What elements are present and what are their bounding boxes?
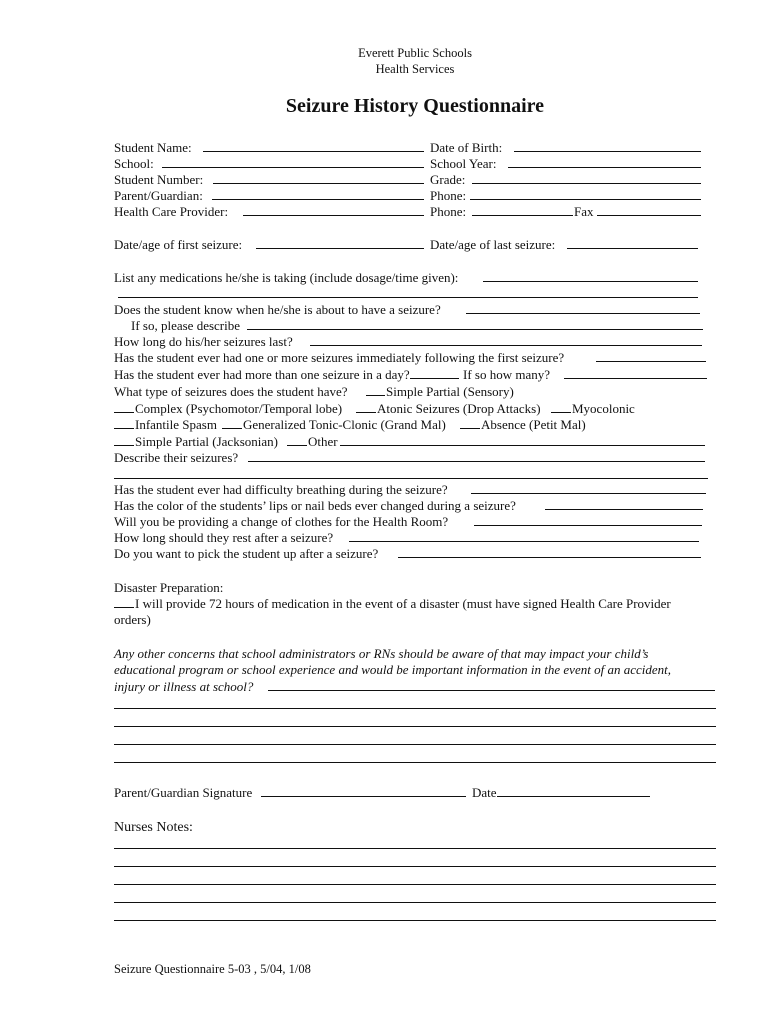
how-many-label: If so how many? (463, 367, 551, 382)
concerns-field-line5[interactable] (114, 762, 716, 763)
footer-version: Seizure Questionnaire 5-03 , 5/04, 1/08 (114, 962, 311, 976)
signature-date-field[interactable] (497, 796, 650, 797)
complex-check[interactable] (114, 412, 134, 413)
phone-label: Phone: (430, 188, 467, 203)
describe-label: If so, please describe (131, 318, 241, 333)
jacksonian-check[interactable] (114, 445, 134, 446)
infantile-label: Infantile Spasm (135, 417, 217, 432)
clothes-field[interactable] (474, 525, 702, 526)
first-seizure-label: Date/age of first seizure: (114, 237, 243, 252)
parent-field[interactable] (212, 199, 424, 200)
provider-phone-field[interactable] (472, 215, 573, 216)
student-number-label: Student Number: (114, 172, 204, 187)
medications-field-line2[interactable] (118, 297, 698, 298)
provider-phone-label: Phone: (430, 204, 467, 219)
atonic-label: Atonic Seizures (Drop Attacks) (377, 401, 541, 416)
last-seizure-field[interactable] (567, 248, 698, 249)
other-field[interactable] (340, 445, 705, 446)
nurses-notes-line2[interactable] (114, 866, 716, 867)
concerns-field[interactable] (268, 690, 715, 691)
fax-label: Fax (574, 204, 594, 219)
disaster-line2: orders) (114, 612, 151, 627)
grade-field[interactable] (472, 183, 701, 184)
myoclonic-check[interactable] (551, 412, 571, 413)
describe-seizures-label: Describe their seizures? (114, 450, 239, 465)
how-many-field[interactable] (564, 378, 707, 379)
rest-label: How long should they rest after a seizure? (114, 530, 334, 545)
student-number-field[interactable] (213, 183, 424, 184)
absence-check[interactable] (460, 428, 480, 429)
school-year-label: School Year: (430, 156, 497, 171)
how-long-field[interactable] (310, 345, 702, 346)
know-when-field[interactable] (466, 313, 700, 314)
one-or-more-field[interactable] (596, 361, 706, 362)
provider-label: Health Care Provider: (114, 204, 229, 219)
other-label: Other (308, 434, 338, 449)
school-field[interactable] (162, 167, 424, 168)
provider-field[interactable] (243, 215, 424, 216)
type-intro-label: What type of seizures does the student have? (114, 384, 348, 399)
nurses-notes-line3[interactable] (114, 884, 716, 885)
simple-partial-sensory-label: Simple Partial (Sensory) (386, 384, 514, 399)
infantile-check[interactable] (114, 428, 134, 429)
student-name-label: Student Name: (114, 140, 192, 155)
nurses-notes-line5[interactable] (114, 920, 716, 921)
tonic-clonic-check[interactable] (222, 428, 242, 429)
concerns-field-line4[interactable] (114, 744, 716, 745)
first-seizure-field[interactable] (256, 248, 424, 249)
myoclonic-label: Myocolonic (572, 401, 635, 416)
simple-partial-sensory-check[interactable] (366, 395, 385, 396)
disaster-check[interactable] (114, 607, 134, 608)
how-long-label: How long do his/her seizures last? (114, 334, 293, 349)
disaster-line1: I will provide 72 hours of medication in the event of a disaster (must have signed Health Care Provider (135, 596, 671, 611)
medications-label: List any medications he/she is taking (include dosage/time given): (114, 270, 459, 285)
medications-field[interactable] (483, 281, 698, 282)
concerns-line2: educational program or school experience and would be important information in the event of an accident, (114, 662, 671, 677)
nurses-notes-line1[interactable] (114, 848, 716, 849)
org-name: Everett Public Schools (358, 46, 472, 60)
rest-field[interactable] (349, 541, 699, 542)
signature-field[interactable] (261, 796, 466, 797)
concerns-field-line3[interactable] (114, 726, 716, 727)
one-or-more-label: Has the student ever had one or more seizures immediately following the first seizure? (114, 350, 565, 365)
student-name-field[interactable] (203, 151, 424, 152)
pick-up-field[interactable] (398, 557, 701, 558)
grade-label: Grade: (430, 172, 466, 187)
disaster-heading: Disaster Preparation: (114, 580, 224, 595)
signature-label: Parent/Guardian Signature (114, 785, 253, 800)
breathing-field[interactable] (471, 493, 706, 494)
complex-label: Complex (Psychomotor/Temporal lobe) (135, 401, 343, 416)
pick-up-label: Do you want to pick the student up after a seizure? (114, 546, 379, 561)
parent-label: Parent/Guardian: (114, 188, 203, 203)
atonic-check[interactable] (356, 412, 376, 413)
last-seizure-label: Date/age of last seizure: (430, 237, 556, 252)
more-than-one-field[interactable] (410, 378, 459, 379)
fax-field[interactable] (597, 215, 701, 216)
know-when-label: Does the student know when he/she is about to have a seizure? (114, 302, 441, 317)
clothes-label: Will you be providing a change of clothes for the Health Room? (114, 514, 449, 529)
dob-field[interactable] (514, 151, 701, 152)
school-label: School: (114, 156, 154, 171)
page-title: Seizure History Questionnaire (285, 95, 545, 117)
concerns-line3: injury or illness at school? (114, 679, 254, 694)
describe-seizures-field[interactable] (248, 461, 705, 462)
describe-seizures-field-line2[interactable] (114, 478, 708, 479)
phone-field[interactable] (470, 199, 701, 200)
dept-name: Health Services (375, 62, 455, 76)
describe-field[interactable] (247, 329, 703, 330)
nurses-notes-line4[interactable] (114, 902, 716, 903)
nurses-notes-heading: Nurses Notes: (114, 820, 193, 835)
lips-label: Has the color of the students’ lips or nail beds ever changed during a seizure? (114, 498, 516, 513)
lips-field[interactable] (545, 509, 703, 510)
breathing-label: Has the student ever had difficulty breathing during the seizure? (114, 482, 448, 497)
tonic-clonic-label: Generalized Tonic-Clonic (Grand Mal) (243, 417, 446, 432)
signature-date-label: Date (472, 785, 497, 800)
more-than-one-label: Has the student ever had more than one seizure in a day? (114, 367, 410, 382)
other-check[interactable] (287, 445, 307, 446)
concerns-field-line2[interactable] (114, 708, 716, 709)
concerns-line1: Any other concerns that school administrators or RNs should be aware of that may impact your child’s (114, 646, 649, 661)
school-year-field[interactable] (508, 167, 701, 168)
jacksonian-label: Simple Partial (Jacksonian) (135, 434, 278, 449)
dob-label: Date of Birth: (430, 140, 503, 155)
absence-label: Absence (Petit Mal) (481, 417, 586, 432)
